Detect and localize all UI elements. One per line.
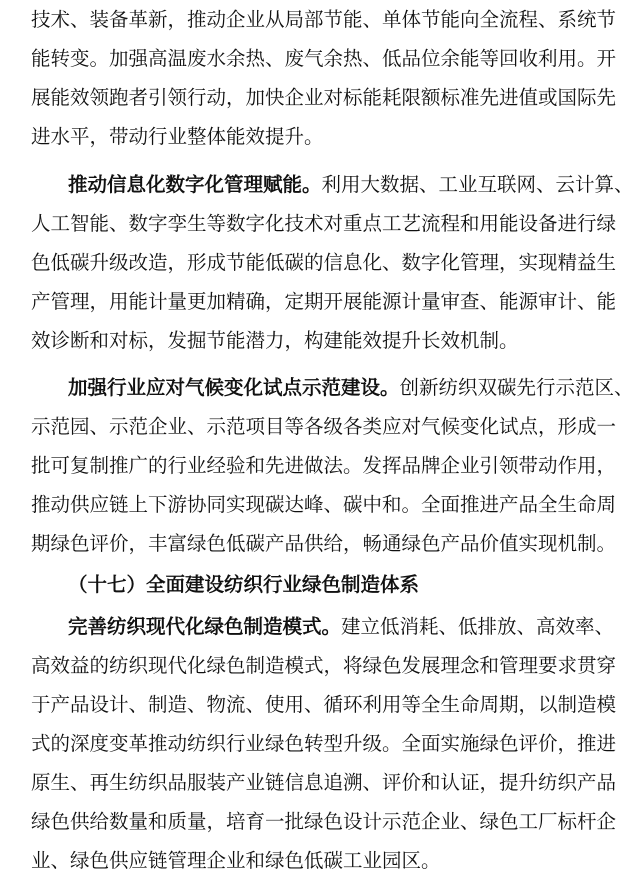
p4-line-5: 原生、再生纺织品服装产业链信息追溯、评价和认证，提升纺织产品 <box>31 771 617 794</box>
p4-line-7: 业、绿色供应链管理企业和绿色低碳工业园区。 <box>31 849 441 872</box>
p4-line-6: 绿色供给数量和质量，培育一批绿色设计示范企业、绿色工厂标杆企 <box>31 810 617 833</box>
p3-line-1: 加强行业应对气候变化试点示范建设。创新纺织双碳先行示范区、 <box>68 376 634 399</box>
p3-line-4: 推动供应链上下游协同实现碳达峰、碳中和。全面推进产品全生命周 <box>31 493 617 516</box>
section-heading: （十七）全面建设纺织行业绿色制造体系 <box>68 573 420 596</box>
p4-line-2: 高效益的纺织现代化绿色制造模式，将绿色发展理念和管理要求贯穿 <box>31 654 617 677</box>
p3-line-5: 期绿色评价，丰富绿色低碳产品供给，畅通绿色产品价值实现机制。 <box>31 532 617 555</box>
p1-line-1: 技术、装备革新，推动企业从局部节能、单体节能向全流程、系统节 <box>31 8 617 31</box>
p2-line-3: 色低碳升级改造，形成节能低碳的信息化、数字化管理，实现精益生 <box>31 251 617 274</box>
p4-line-4: 式的深度变革推动纺织行业绿色转型升级。全面实施绿色评价，推进 <box>31 732 617 755</box>
p2-line-1: 推动信息化数字化管理赋能。利用大数据、工业互联网、云计算、 <box>68 173 634 196</box>
p4-line-3: 于产品设计、制造、物流、使用、循环利用等全生命周期，以制造模 <box>31 693 617 716</box>
p2-line-4: 产管理，用能计量更加精确，定期开展能源计量审查、能源审计、能 <box>31 290 617 313</box>
p2-lead-heading: 推动信息化数字化管理赋能。 <box>68 173 322 196</box>
p4-lead-heading: 完善纺织现代化绿色制造模式。 <box>68 615 342 638</box>
p1-line-2: 能转变。加强高温废水余热、废气余热、低品位余能等回收利用。开 <box>31 47 617 70</box>
p3-lead-heading: 加强行业应对气候变化试点示范建设。 <box>68 376 400 399</box>
p1-line-4: 进水平，带动行业整体能效提升。 <box>31 125 324 148</box>
p4-line-1: 完善纺织现代化绿色制造模式。建立低消耗、低排放、高效率、 <box>68 615 615 638</box>
p1-line-3: 展能效领跑者引领行动，加快企业对标能耗限额标准先进值或国际先 <box>31 86 617 109</box>
p3-line-2: 示范园、示范企业、示范项目等各级各类应对气候变化试点，形成一 <box>31 415 617 438</box>
p3-line-3: 批可复制推广的行业经验和先进做法。发挥品牌企业引领带动作用， <box>31 454 617 477</box>
p2-line-5: 效诊断和对标，发掘节能潜力，构建能效提升长效机制。 <box>31 329 519 352</box>
p2-line-2: 人工智能、数字孪生等数字化技术对重点工艺流程和用能设备进行绿 <box>31 212 617 235</box>
